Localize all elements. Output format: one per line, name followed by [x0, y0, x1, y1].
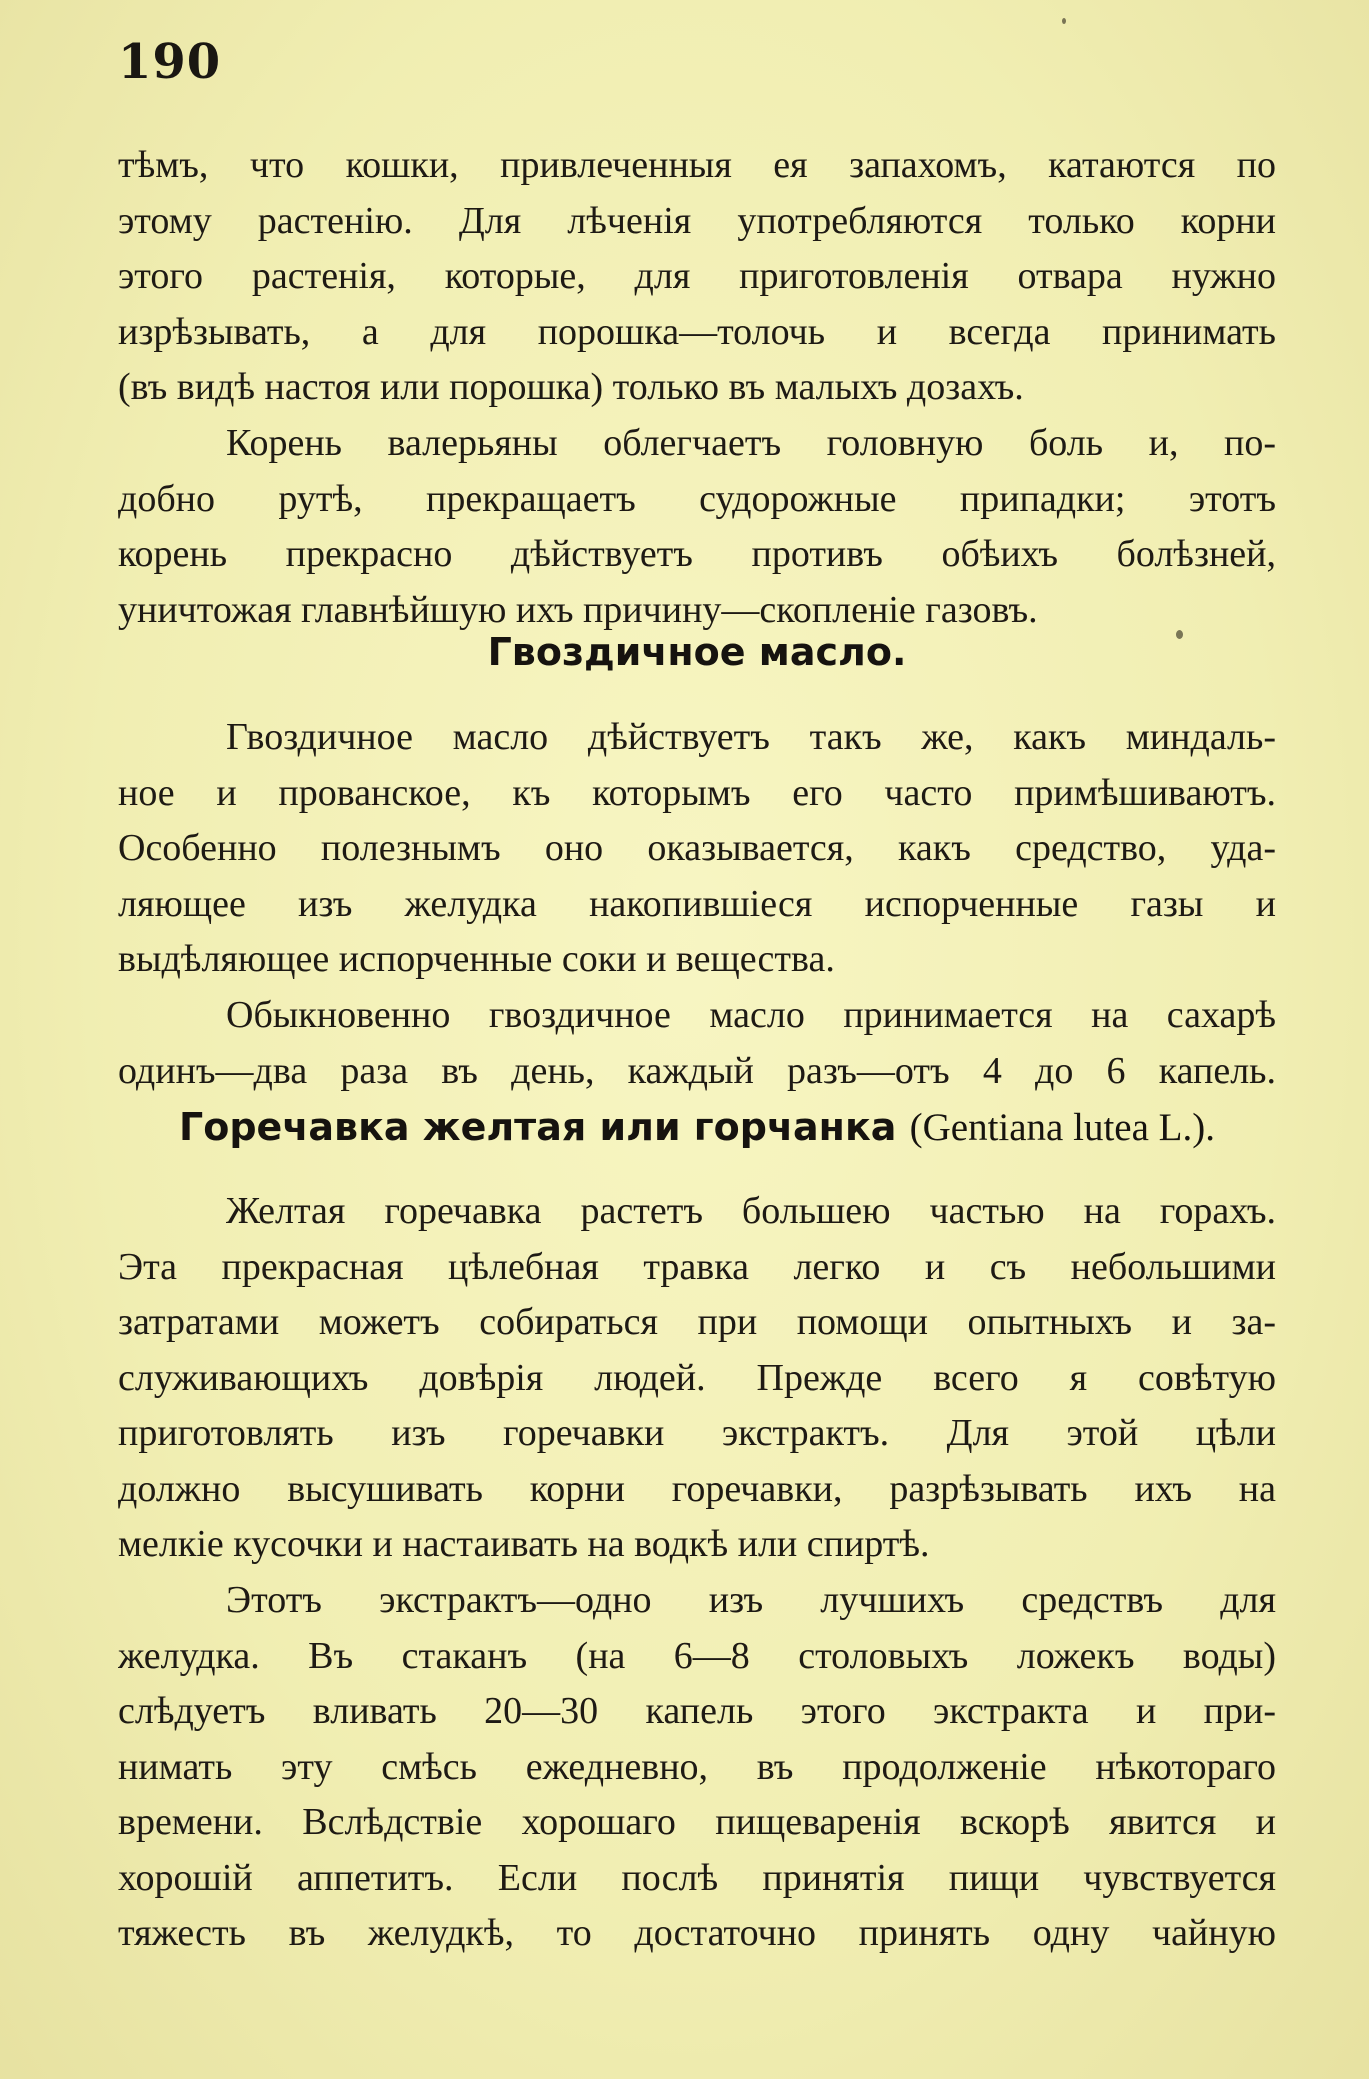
text-line: (въ видѣ настоя или порошка) только въ малыхъ дозахъ. — [118, 366, 1024, 408]
section-heading-gentian — [118, 1105, 1276, 1150]
paragraph — [118, 710, 1276, 988]
text-line: времени. Вслѣдствіе хорошаго пищеваренія вскорѣ явится и — [118, 1801, 1276, 1843]
text-line: Этотъ экстрактъ—одно изъ лучшихъ средствъ для — [226, 1579, 1276, 1621]
text-line: Обыкновенно гвоздичное масло принимается на сахарѣ — [226, 994, 1276, 1036]
text-line: должно высушивать корни горечавки, разрѣзывать ихъ на — [118, 1467, 1276, 1510]
text-line: ляющее изъ желудка накопившіеся испорченные газы и — [118, 882, 1276, 925]
paragraph — [118, 988, 1276, 1099]
paragraph — [118, 1184, 1276, 1573]
paragraph — [118, 416, 1276, 638]
text-line: Особенно полезнымъ оно оказывается, какъ средство, уда- — [118, 827, 1276, 869]
text-line: тяжесть въ желудкѣ, то достаточно принять одну чайную — [118, 1912, 1276, 1954]
text-line: выдѣляющее испорченные соки и вещества. — [118, 938, 835, 980]
ink-speck — [1176, 630, 1183, 639]
text-line: одинъ—два раза въ день, каждый разъ—отъ 4 до 6 капель. — [118, 1049, 1276, 1092]
text-line: этого растенія, которые, для приготовленія отвара нужно — [118, 255, 1276, 297]
clove-oil-paragraph-2 — [118, 988, 1276, 1099]
text-line: Желтая горечавка растетъ большею частью на горахъ. — [226, 1190, 1276, 1232]
text-line: добно рутѣ, прекращаетъ судорожные припадки; этотъ — [118, 477, 1276, 520]
text-line: Гвоздичное масло дѣйствуетъ такъ же, какъ миндаль- — [226, 716, 1276, 758]
text-line: изрѣзывать, а для порошка—толочь и всегда принимать — [118, 310, 1276, 353]
text-line: служивающихъ довѣрія людей. Прежде всего я совѣтую — [118, 1356, 1276, 1399]
section-heading-clove-oil: Гвоздичное масло. — [487, 630, 907, 674]
paragraph — [118, 138, 1276, 416]
text-line: Эта прекрасная цѣлебная травка легко и съ небольшими — [118, 1245, 1276, 1288]
text-line: корень прекрасно дѣйствуетъ противъ обѣихъ болѣзней, — [118, 533, 1276, 575]
text-line: нимать эту смѣсь ежедневно, въ продолженіе нѣкотораго — [118, 1745, 1276, 1788]
text-line: затратами можетъ собираться при помощи опытныхъ и за- — [118, 1301, 1276, 1343]
gentian-paragraph-2 — [118, 1573, 1276, 1962]
text-line: ное и прованское, къ которымъ его часто примѣшиваютъ. — [118, 771, 1276, 814]
gentian-paragraph-1 — [118, 1184, 1276, 1573]
text-line: уничтожая главнѣйшую ихъ причину—скопленіе газовъ. — [118, 588, 1038, 631]
text-line: желудка. Въ стаканъ (на 6—8 столовыхъ ложекъ воды) — [118, 1634, 1276, 1677]
text-line: этому растенію. Для лѣченія употребляются только корни — [118, 199, 1276, 242]
text-line: приготовлять изъ горечавки экстрактъ. Для этой цѣли — [118, 1412, 1276, 1454]
valerian-paragraph-2 — [118, 416, 1276, 638]
paragraph — [118, 1573, 1276, 1962]
text-line: хорошій аппетитъ. Если послѣ принятія пищи чувствуется — [118, 1856, 1276, 1899]
heading-main-text: Горечавка желтая или горчанка — [179, 1105, 897, 1149]
text-line: слѣдуетъ вливать 20—30 капель этого экстракта и при- — [118, 1690, 1276, 1732]
heading-latin-name: (Gentiana lutea L.). — [909, 1106, 1215, 1149]
text-line: Корень валерьяны облегчаетъ головную боль и, по- — [226, 422, 1276, 464]
page-number: 190 — [118, 34, 222, 90]
valerian-paragraph-1 — [118, 138, 1276, 416]
ink-speck — [1062, 18, 1066, 24]
clove-oil-paragraph-1 — [118, 710, 1276, 988]
text-line: мелкіе кусочки и настаивать на водкѣ или спиртѣ. — [118, 1523, 930, 1565]
text-line: тѣмъ, что кошки, привлеченныя ея запахомъ, катаются по — [118, 144, 1276, 186]
